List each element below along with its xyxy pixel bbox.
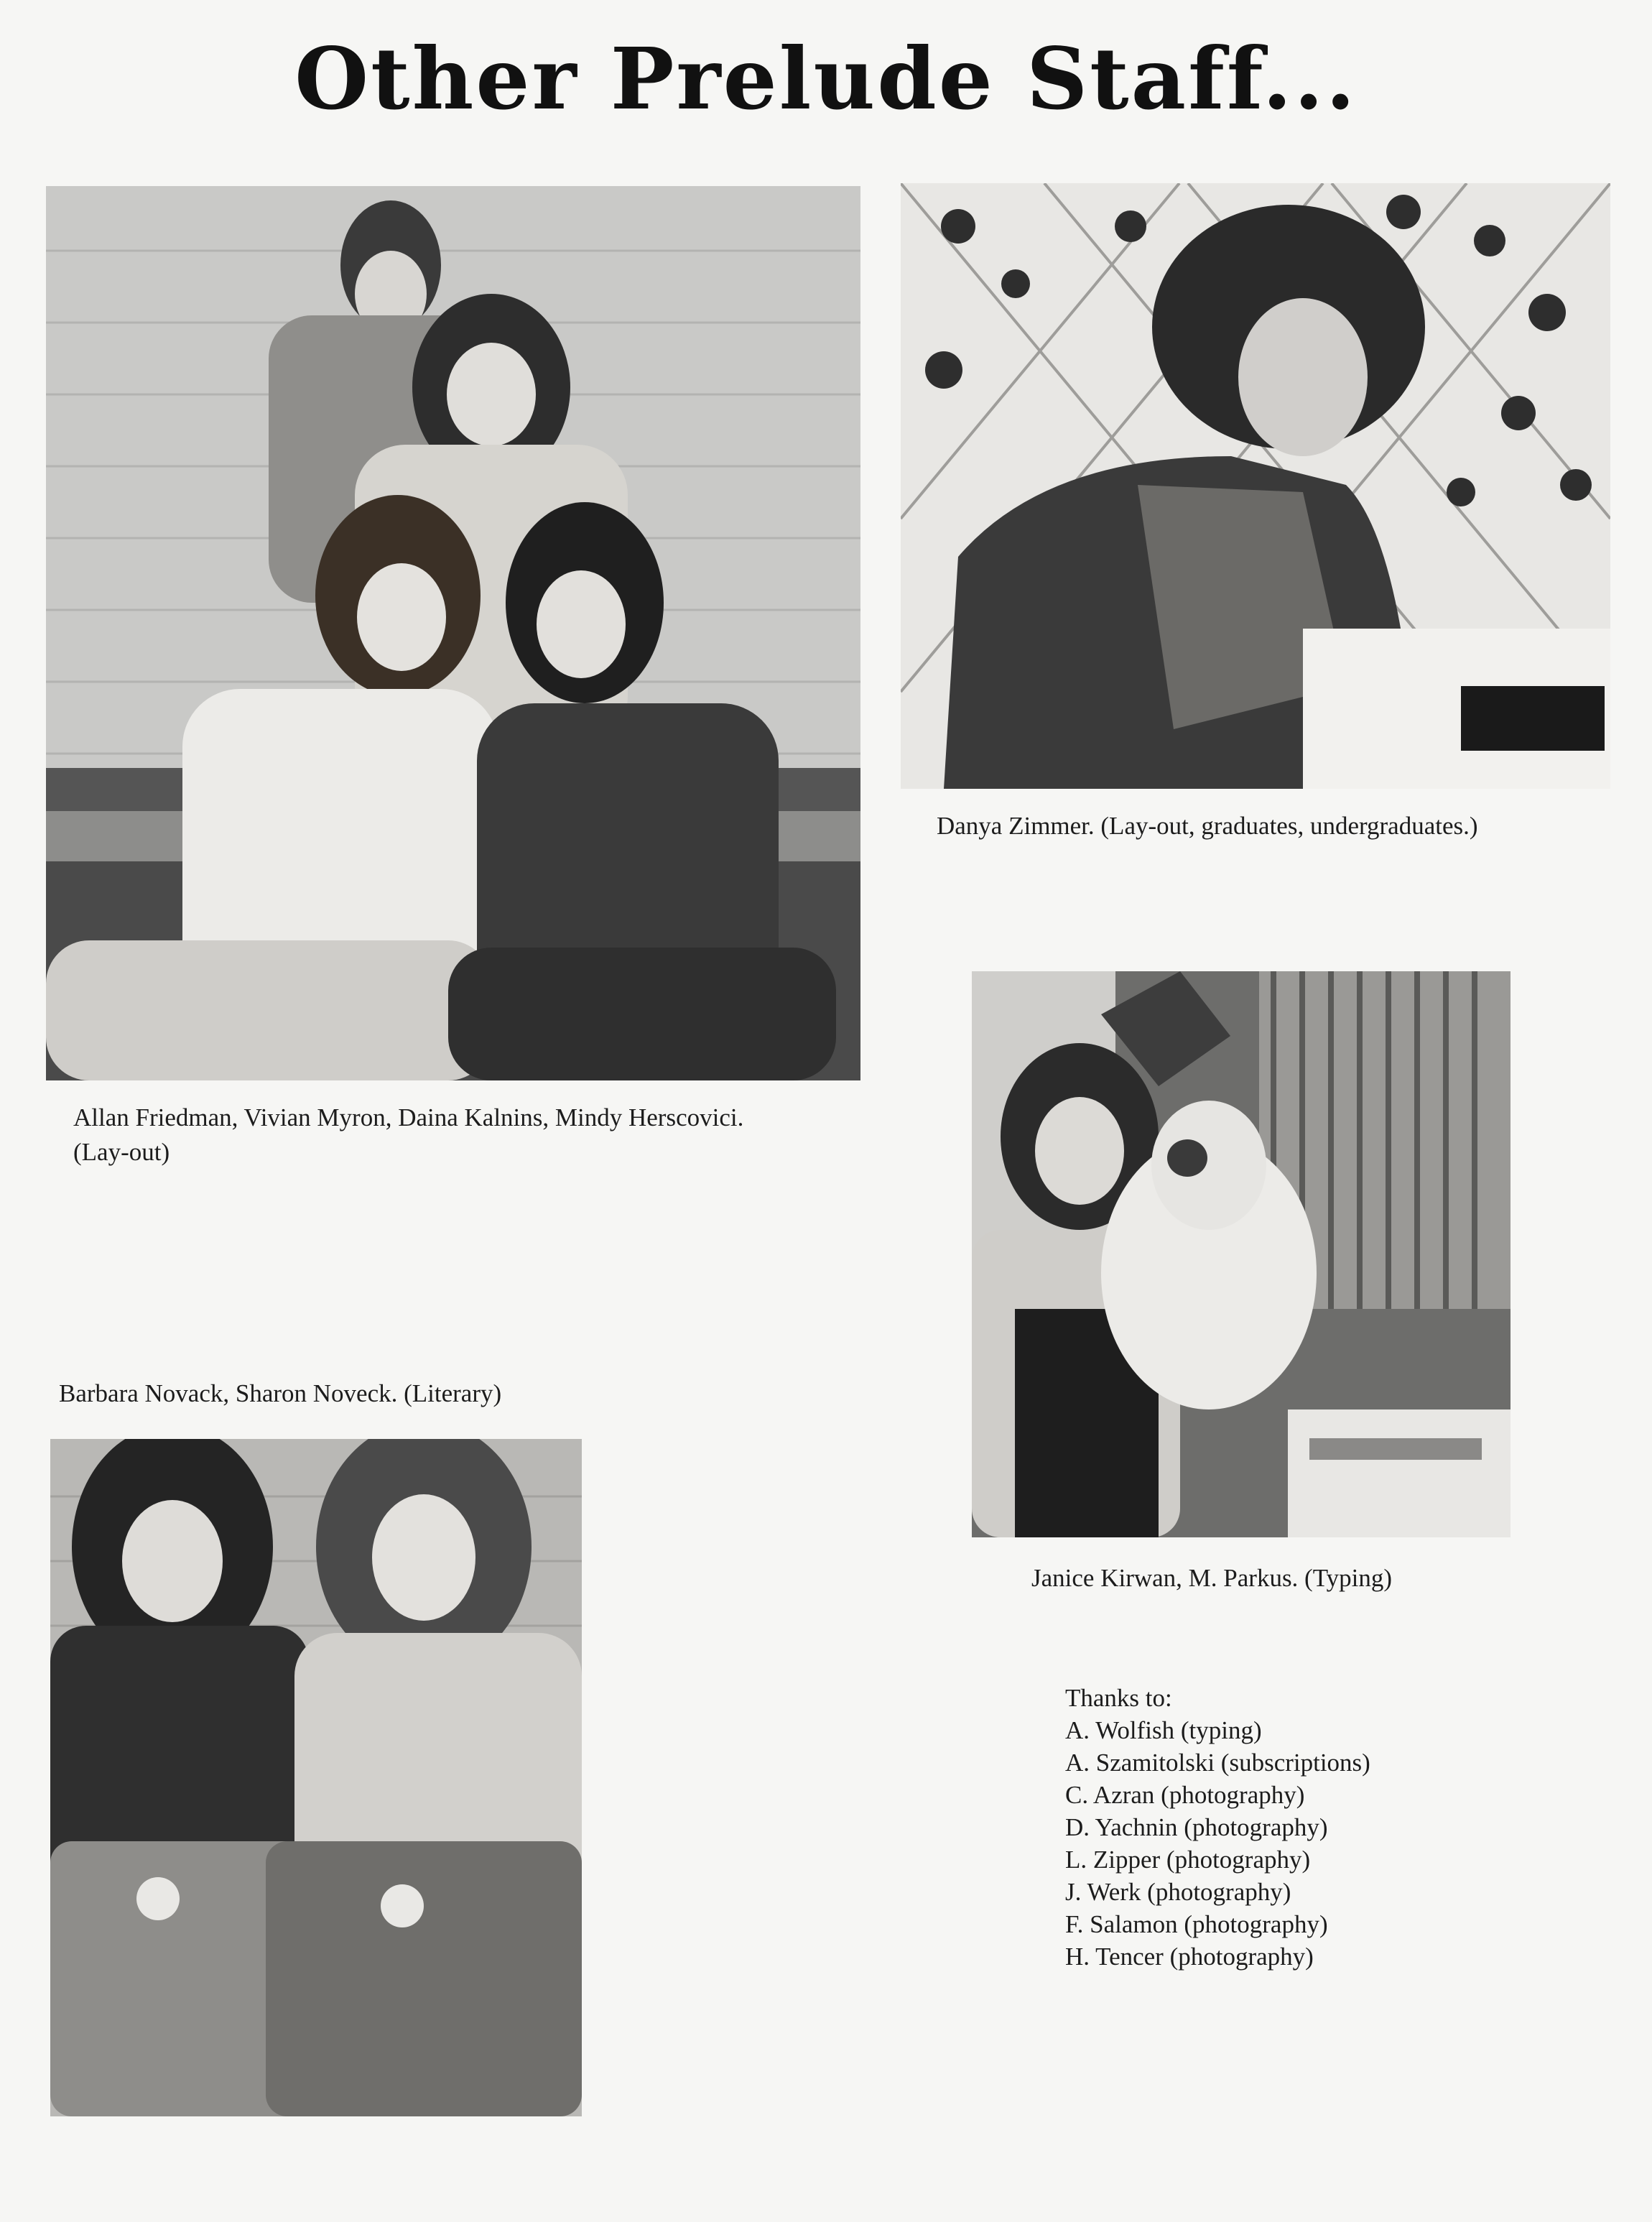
group-layout-photo xyxy=(46,186,860,1080)
thanks-heading: Thanks to: xyxy=(1065,1684,1172,1712)
caption-role: (Lay-out) xyxy=(73,1138,170,1166)
novack-noveck-caption: Barbara Novack, Sharon Noveck. (Literary) xyxy=(59,1379,502,1407)
danya-zimmer-caption: Danya Zimmer. (Lay-out, graduates, undergraduates.) xyxy=(937,812,1478,840)
janice-kirwan-photo xyxy=(972,971,1511,1537)
novack-noveck-photo xyxy=(50,1439,582,2116)
danya-zimmer-photo xyxy=(901,183,1610,789)
list-item: C. Azran (photography) xyxy=(1065,1781,1305,1809)
list-item: D. Yachnin (photography) xyxy=(1065,1813,1328,1841)
list-item: F. Salamon (photography) xyxy=(1065,1910,1328,1938)
group-layout-caption xyxy=(73,1101,878,1170)
janice-kirwan-caption: Janice Kirwan, M. Parkus. (Typing) xyxy=(1031,1564,1393,1592)
thanks-list xyxy=(1065,1682,1496,1973)
caption-names: Allan Friedman, Vivian Myron, Daina Kalnins, Mindy Herscovici. xyxy=(73,1103,744,1131)
list-item: A. Szamitolski (subscriptions) xyxy=(1065,1749,1370,1777)
list-item: J. Werk (photography) xyxy=(1065,1878,1291,1906)
list-item: H. Tencer (photography) xyxy=(1065,1943,1314,1971)
page-title: Other Prelude Staff... xyxy=(294,29,1358,129)
list-item: A. Wolfish (typing) xyxy=(1065,1716,1262,1744)
list-item: L. Zipper (photography) xyxy=(1065,1846,1311,1874)
